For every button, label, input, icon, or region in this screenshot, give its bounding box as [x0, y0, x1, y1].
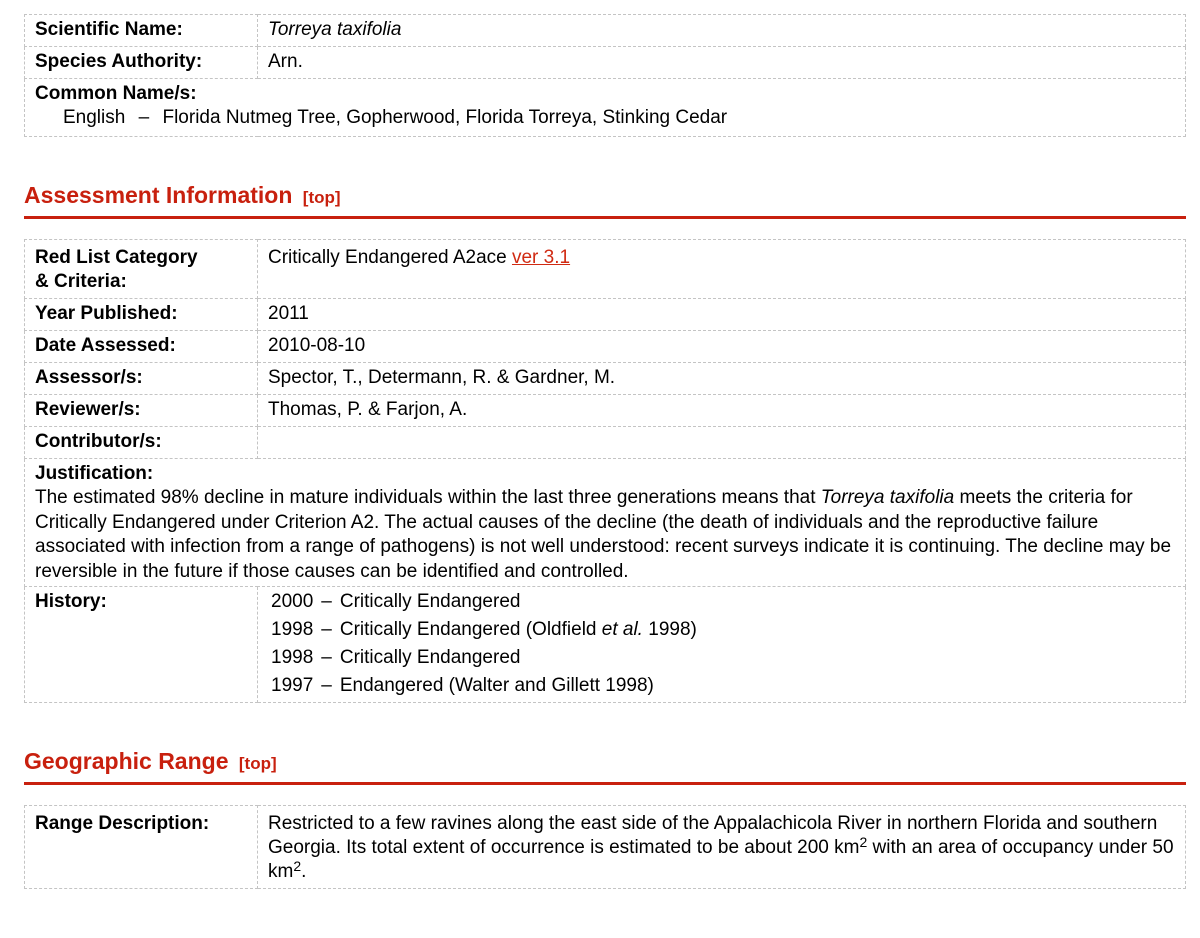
table-row [25, 427, 1186, 459]
species-page [24, 14, 1186, 889]
range-heading [24, 747, 1186, 785]
category-label-line1: Red List Category [35, 247, 198, 268]
assessors-value: Spector, T., Determann, R. & Gardner, M. [258, 363, 1186, 395]
history-item: 1997 – Endangered (Walter and Gillett 1998) [271, 675, 654, 696]
scientific-name-label: Scientific Name: [25, 15, 258, 47]
taxonomy-table [24, 14, 1186, 137]
table-row [25, 587, 1186, 703]
history-item: 1998 – Critically Endangered (Oldfield et al. 1998) [271, 619, 697, 640]
table-row [25, 459, 1186, 587]
history-item: 2000 – Critically Endangered [271, 591, 521, 612]
table-row [25, 331, 1186, 363]
range-description-value: Restricted to a few ravines along the east side of the Appalachicola River in northern Florida and southern Georgia. Its total extent of occurrence is estimated to be about 200 $km^2$ with an area of occupancy under 50 $km^2$. [258, 806, 1186, 889]
common-names-label: Common Name/s: [35, 83, 197, 104]
range-table [24, 805, 1186, 889]
table-row [25, 806, 1186, 889]
assessment-table [24, 239, 1186, 703]
reviewers-label: Reviewer/s: [25, 395, 258, 427]
assessment-heading [24, 181, 1186, 219]
contributors-value [258, 427, 1186, 459]
table-row [25, 395, 1186, 427]
justification-label: Justification: [35, 463, 154, 484]
range-top-link[interactable]: [top] [238, 754, 277, 773]
category-value: Critically Endangered A2ace [268, 247, 507, 268]
table-row [25, 240, 1186, 299]
history-item: 1998 – Critically Endangered [271, 647, 521, 668]
date-value: 2010-08-10 [258, 331, 1186, 363]
scientific-name-value: Torreya taxifolia [268, 19, 402, 40]
table-row [25, 363, 1186, 395]
table-row [25, 15, 1186, 47]
history-list [258, 587, 1186, 703]
history-label: History: [25, 587, 258, 703]
assessment-heading-text: Assessment Information [24, 182, 293, 208]
authority-value: Arn. [258, 47, 1186, 79]
year-value: 2011 [258, 299, 1186, 331]
date-label: Date Assessed: [25, 331, 258, 363]
common-names-lang: English [63, 107, 126, 128]
justification-text: The estimated 98% decline in mature individuals within the last three generations means that Torreya taxifolia meets the criteria for Critically Endangered under Criterion A2. The actual causes of the decline (the death of individuals and the reproductive failure associated with infection from a range of pathogens) is not well understood: recent surveys indicate it is continuing. The decline may be reversible in the future if those causes can be identified and controlled. [35, 487, 1172, 582]
common-names-value: Florida Nutmeg Tree, Gopherwood, Florida Torreya, Stinking Cedar [162, 107, 728, 128]
table-row [25, 299, 1186, 331]
assessors-label: Assessor/s: [25, 363, 258, 395]
reviewers-value: Thomas, P. & Farjon, A. [258, 395, 1186, 427]
range-heading-text: Geographic Range [24, 748, 229, 774]
common-names-entry: English – Florida Nutmeg Tree, Gopherwood, Florida Torreya, Stinking Cedar [63, 107, 728, 128]
category-label-line2: & Criteria: [35, 271, 127, 292]
authority-label: Species Authority: [25, 47, 258, 79]
range-description-label: Range Description: [25, 806, 258, 889]
version-link[interactable]: ver 3.1 [511, 247, 571, 268]
contributors-label: Contributor/s: [25, 427, 258, 459]
assessment-top-link[interactable]: [top] [302, 188, 341, 207]
year-label: Year Published: [25, 299, 258, 331]
table-row [25, 47, 1186, 79]
table-row [25, 79, 1186, 137]
